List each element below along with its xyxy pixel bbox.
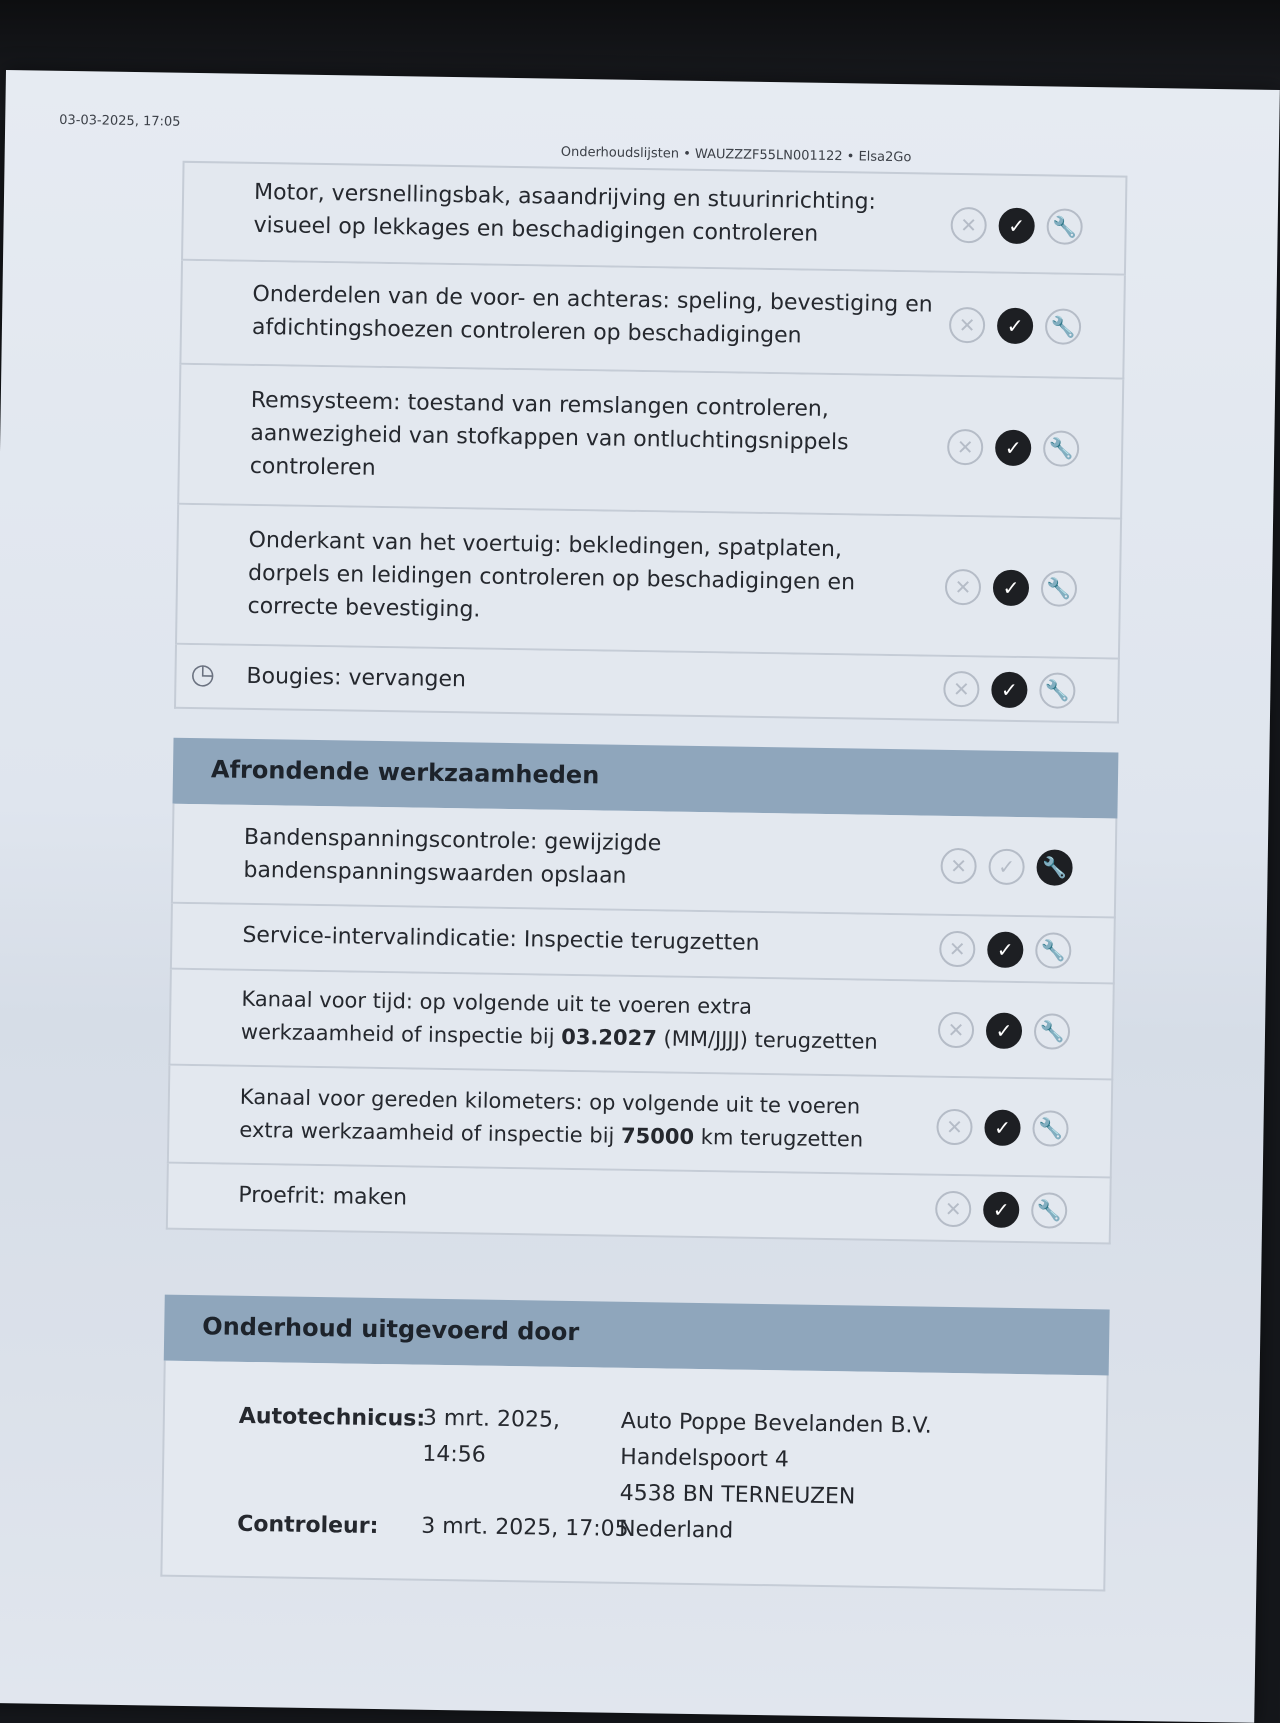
- performed-by-table: [160, 1295, 1109, 1592]
- text-line: Proefrit: maken: [238, 1182, 408, 1211]
- not-ok-x-icon[interactable]: ✕: [940, 848, 977, 885]
- not-ok-x-icon[interactable]: ✕: [936, 1109, 973, 1146]
- ok-check-icon[interactable]: ✓: [986, 1013, 1023, 1050]
- check-row: [174, 645, 1120, 724]
- not-ok-x-icon[interactable]: ✕: [935, 1191, 972, 1228]
- repair-wrench-icon[interactable]: 🔧: [1036, 849, 1073, 886]
- ok-check-icon[interactable]: ✓: [987, 932, 1024, 969]
- text-line: visueel op lekkages en beschadigingen controleren: [253, 212, 819, 247]
- text-line: Remsysteem: toestand van remslangen controleren,: [250, 387, 830, 422]
- status-group: [935, 1191, 1068, 1229]
- status-group: [936, 1109, 1069, 1147]
- ok-check-icon[interactable]: ✓: [991, 672, 1028, 709]
- technician-date: 3 mrt. 2025,: [422, 1405, 561, 1433]
- repair-wrench-icon[interactable]: 🔧: [1032, 1110, 1069, 1147]
- check-row: [168, 970, 1114, 1081]
- not-ok-x-icon[interactable]: ✕: [943, 671, 980, 708]
- km-value: 75000: [620, 1123, 695, 1149]
- address-line: Handelspoort 4: [620, 1444, 790, 1473]
- check-text: [252, 278, 934, 355]
- check-row: [175, 505, 1122, 660]
- text-line: Kanaal voor gereden kilometers: op volgende uit te voeren: [239, 1084, 861, 1119]
- text-line: afdichtingshoezen controleren op beschadigingen: [251, 314, 802, 349]
- text-line: Motor, versnellingsbak, asaandrijving en stuurinrichting:: [253, 179, 877, 215]
- document-page: [0, 70, 1280, 1723]
- text-line: Onderdelen van de voor- en achteras: speling, bevestiging en: [252, 281, 933, 318]
- status-group: [950, 207, 1083, 245]
- repair-wrench-icon[interactable]: 🔧: [1043, 430, 1080, 467]
- text-line: controleren: [249, 453, 376, 481]
- text-part: (MM/JJJJ) terugzetten: [656, 1026, 878, 1054]
- ok-check-icon[interactable]: ✓: [998, 208, 1035, 245]
- ok-check-icon[interactable]: ✓: [983, 1191, 1020, 1228]
- check-text: [239, 1081, 921, 1158]
- repair-wrench-icon[interactable]: 🔧: [1035, 932, 1072, 969]
- check-row: [171, 804, 1117, 919]
- ok-check-icon[interactable]: ✓: [993, 570, 1030, 607]
- check-row: [167, 1066, 1113, 1179]
- finishing-table: [166, 738, 1119, 1245]
- checklist-table: [174, 161, 1127, 724]
- section-title: Onderhoud uitgevoerd door: [202, 1312, 580, 1347]
- repair-wrench-icon[interactable]: 🔧: [1045, 308, 1082, 345]
- check-text: [253, 176, 935, 253]
- check-text: [246, 660, 927, 704]
- not-ok-x-icon[interactable]: ✕: [945, 569, 982, 606]
- check-text: [243, 821, 925, 898]
- text-line: bandenspanningswaarden opslaan: [243, 857, 627, 889]
- check-row: [166, 1164, 1112, 1245]
- text-line: Service-intervalindicatie: Inspectie terugzetten: [242, 922, 760, 956]
- print-date: 03-03-2025, 17:05: [59, 112, 181, 130]
- check-text: [250, 384, 932, 494]
- status-group: [945, 569, 1078, 607]
- repair-wrench-icon[interactable]: 🔧: [1041, 570, 1078, 607]
- text-line: correcte bevestiging.: [247, 593, 481, 623]
- text-line: Bandenspanningscontrole: gewijzigde: [243, 824, 662, 857]
- ok-check-icon[interactable]: ✓: [997, 308, 1034, 345]
- check-row: [179, 261, 1126, 380]
- not-ok-x-icon[interactable]: ✕: [938, 1012, 975, 1049]
- address-line: Nederland: [618, 1516, 734, 1544]
- check-text: [241, 983, 923, 1060]
- check-text: [242, 919, 923, 963]
- section-title: Afrondende werkzaamheden: [210, 755, 600, 790]
- not-ok-x-icon[interactable]: ✕: [947, 429, 984, 466]
- status-group: [938, 1012, 1071, 1050]
- status-group: [939, 931, 1072, 969]
- text-part: werkzaamheid of inspectie bij: [240, 1019, 562, 1049]
- technician-time: 14:56: [422, 1441, 486, 1468]
- text-line: Onderkant van het voertuig: bekledingen, spatplaten,: [248, 527, 843, 563]
- ok-check-icon[interactable]: ✓: [995, 430, 1032, 467]
- text-part: extra werkzaamheid of inspectie bij: [239, 1117, 622, 1148]
- not-ok-x-icon[interactable]: ✕: [939, 931, 976, 968]
- check-text: [238, 1179, 919, 1223]
- repair-wrench-icon[interactable]: 🔧: [1031, 1192, 1068, 1229]
- status-group: [940, 848, 1073, 886]
- not-ok-x-icon[interactable]: ✕: [950, 207, 987, 244]
- controller-label: Controleur:: [236, 1511, 379, 1540]
- status-group: [947, 429, 1080, 467]
- repair-wrench-icon[interactable]: 🔧: [1046, 208, 1083, 245]
- performed-by-box: [160, 1361, 1108, 1592]
- clock-gear-icon: ◷: [190, 656, 216, 691]
- ok-check-icon[interactable]: ✓: [988, 849, 1025, 886]
- controller-datetime: 3 mrt. 2025, 17:05: [420, 1513, 629, 1542]
- text-part: km terugzetten: [693, 1124, 864, 1152]
- not-ok-x-icon[interactable]: ✕: [949, 307, 986, 344]
- technician-label: Autotechnicus:: [238, 1403, 426, 1432]
- text-line: Bougies: vervangen: [246, 663, 467, 693]
- check-row: [177, 365, 1124, 520]
- document-header: Onderhoudslijsten • WAUZZZF55LN001122 • Elsa2Go: [560, 144, 912, 166]
- check-text: [247, 524, 929, 634]
- status-group: [943, 671, 1076, 709]
- text-line: aanwezigheid van stofkappen van ontluchtingsnippels: [250, 420, 849, 456]
- text-line: dorpels en leidingen controleren op beschadigingen en: [247, 560, 856, 596]
- check-row: [181, 161, 1127, 276]
- repair-wrench-icon[interactable]: 🔧: [1034, 1013, 1071, 1050]
- repair-wrench-icon[interactable]: 🔧: [1039, 672, 1076, 709]
- ok-check-icon[interactable]: ✓: [984, 1110, 1021, 1147]
- address-line: Auto Poppe Bevelanden B.V.: [620, 1408, 932, 1439]
- address-line: 4538 BN TERNEUZEN: [619, 1480, 856, 1510]
- date-value: 03.2027: [561, 1024, 658, 1051]
- text-line: Kanaal voor tijd: op volgende uit te voeren extra: [241, 986, 753, 1019]
- status-group: [949, 307, 1082, 345]
